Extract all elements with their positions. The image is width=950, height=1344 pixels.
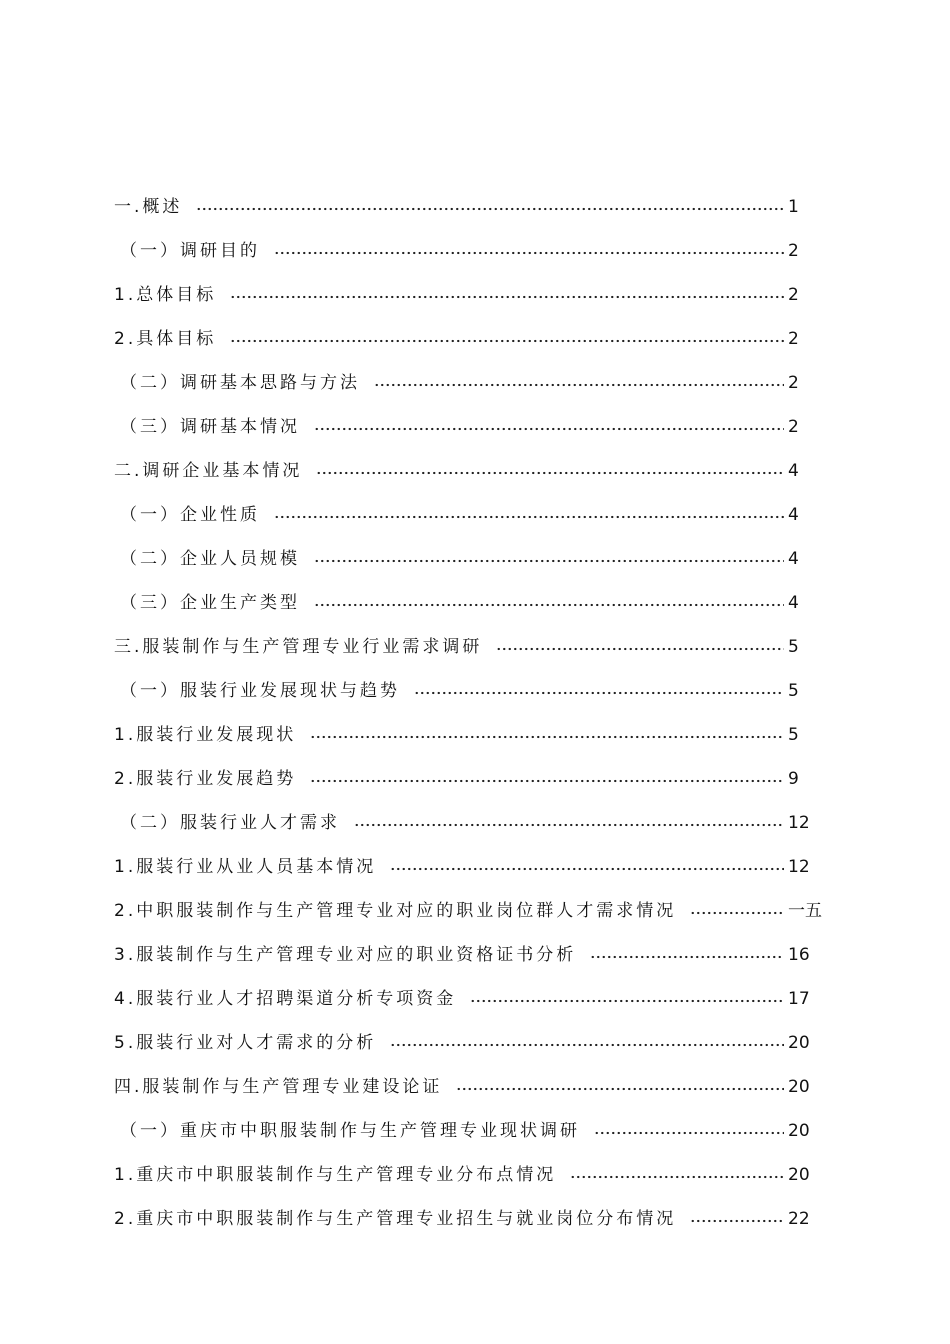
toc-entry[interactable]	[114, 1154, 834, 1198]
toc-leader-dots	[314, 416, 784, 438]
toc-entry[interactable]	[114, 934, 834, 978]
toc-page-number: 4	[788, 593, 799, 613]
toc-entry[interactable]	[114, 318, 834, 362]
toc-entry-title: 二.调研企业基本情况	[114, 461, 303, 481]
toc-page-number: 12	[788, 813, 810, 833]
toc-entry[interactable]	[114, 274, 834, 318]
toc-entry[interactable]	[114, 1110, 834, 1154]
toc-entry-title: 5.服装行业对人才需求的分析	[114, 1033, 377, 1053]
toc-page-number: 20	[788, 1033, 810, 1053]
toc-entry-title: （二）调研基本思路与方法	[120, 373, 360, 393]
toc-leader-dots	[230, 284, 784, 306]
toc-entry[interactable]	[114, 846, 834, 890]
toc-entry-title: 2.服装行业发展趋势	[114, 769, 297, 789]
toc-leader-dots	[354, 812, 784, 834]
toc-leader-dots	[310, 768, 784, 790]
toc-entry[interactable]	[114, 802, 834, 846]
toc-leader-dots	[314, 592, 784, 614]
toc-entry[interactable]	[114, 406, 834, 450]
toc-entry-title: 2.重庆市中职服装制作与生产管理专业招生与就业岗位分布情况	[114, 1209, 677, 1229]
toc-leader-dots	[374, 372, 784, 394]
toc-leader-dots	[690, 1208, 784, 1230]
toc-entry[interactable]	[114, 758, 834, 802]
toc-entry-title: （一）服装行业发展现状与趋势	[120, 681, 400, 701]
toc-leader-dots	[390, 856, 784, 878]
toc-entry-title: 三.服装制作与生产管理专业行业需求调研	[114, 637, 483, 657]
toc-entry[interactable]	[114, 714, 834, 758]
toc-page-number: 17	[788, 989, 810, 1009]
toc-page-number: 9	[788, 769, 799, 789]
toc-entry-title: 1.总体目标	[114, 285, 217, 305]
toc-entry[interactable]	[114, 494, 834, 538]
toc-entry-title: （一）调研目的	[120, 241, 260, 261]
toc-leader-dots	[310, 724, 784, 746]
toc-entry[interactable]	[114, 978, 834, 1022]
toc-page-number: 4	[788, 505, 799, 525]
table-of-contents	[114, 186, 834, 1242]
toc-page-number: 2	[788, 373, 799, 393]
toc-leader-dots	[230, 328, 784, 350]
toc-entry[interactable]	[114, 670, 834, 714]
toc-entry-title: （三）企业生产类型	[120, 593, 300, 613]
toc-page-number: 1	[788, 197, 799, 217]
toc-page-number: 20	[788, 1077, 810, 1097]
toc-page-number: 12	[788, 857, 810, 877]
toc-leader-dots	[570, 1164, 784, 1186]
toc-leader-dots	[414, 680, 784, 702]
toc-leader-dots	[274, 504, 784, 526]
toc-leader-dots	[456, 1076, 784, 1098]
toc-entry[interactable]	[114, 626, 834, 670]
toc-leader-dots	[390, 1032, 784, 1054]
toc-entry[interactable]	[114, 1198, 834, 1242]
toc-entry[interactable]	[114, 186, 834, 230]
toc-page-number: 4	[788, 461, 799, 481]
toc-page-number: 20	[788, 1121, 810, 1141]
toc-entry-title: 2.具体目标	[114, 329, 217, 349]
toc-entry-title: 1.服装行业从业人员基本情况	[114, 857, 377, 877]
toc-entry[interactable]	[114, 538, 834, 582]
toc-entry[interactable]	[114, 1066, 834, 1110]
toc-entry-title: （一）企业性质	[120, 505, 260, 525]
toc-page-number: 22	[788, 1209, 810, 1229]
toc-page-number: 16	[788, 945, 810, 965]
toc-page-number: 2	[788, 329, 799, 349]
toc-entry[interactable]	[114, 582, 834, 626]
toc-entry[interactable]	[114, 1022, 834, 1066]
toc-leader-dots	[314, 548, 784, 570]
toc-entry[interactable]	[114, 362, 834, 406]
toc-leader-dots	[470, 988, 784, 1010]
toc-page-number: 5	[788, 681, 799, 701]
toc-leader-dots	[274, 240, 784, 262]
toc-entry-title: 4.服装行业人才招聘渠道分析专项资金	[114, 989, 457, 1009]
toc-entry-title: 一.概述	[114, 197, 183, 217]
toc-entry[interactable]	[114, 230, 834, 274]
toc-entry-title: 1.服装行业发展现状	[114, 725, 297, 745]
toc-entry-title: 2.中职服装制作与生产管理专业对应的职业岗位群人才需求情况	[114, 901, 677, 921]
toc-entry-title: （二）企业人员规模	[120, 549, 300, 569]
toc-entry[interactable]	[114, 450, 834, 494]
toc-leader-dots	[316, 460, 784, 482]
toc-entry-title: （二）服装行业人才需求	[120, 813, 340, 833]
toc-entry-title: （一）重庆市中职服装制作与生产管理专业现状调研	[120, 1121, 580, 1141]
toc-entry-title: 1.重庆市中职服装制作与生产管理专业分布点情况	[114, 1165, 557, 1185]
toc-page-number: 20	[788, 1165, 810, 1185]
toc-page-number: 4	[788, 549, 799, 569]
toc-leader-dots	[496, 636, 784, 658]
toc-leader-dots	[594, 1120, 784, 1142]
toc-page-number: 一五	[788, 901, 822, 921]
toc-entry-title: 3.服装制作与生产管理专业对应的职业资格证书分析	[114, 945, 577, 965]
toc-entry[interactable]	[114, 890, 834, 934]
toc-page-number: 5	[788, 637, 799, 657]
toc-page-number: 5	[788, 725, 799, 745]
toc-leader-dots	[690, 900, 784, 922]
toc-leader-dots	[590, 944, 784, 966]
toc-page-number: 2	[788, 285, 799, 305]
toc-entry-title: 四.服装制作与生产管理专业建设论证	[114, 1077, 443, 1097]
toc-page-number: 2	[788, 241, 799, 261]
toc-page-number: 2	[788, 417, 799, 437]
toc-leader-dots	[196, 196, 784, 218]
toc-entry-title: （三）调研基本情况	[120, 417, 300, 437]
